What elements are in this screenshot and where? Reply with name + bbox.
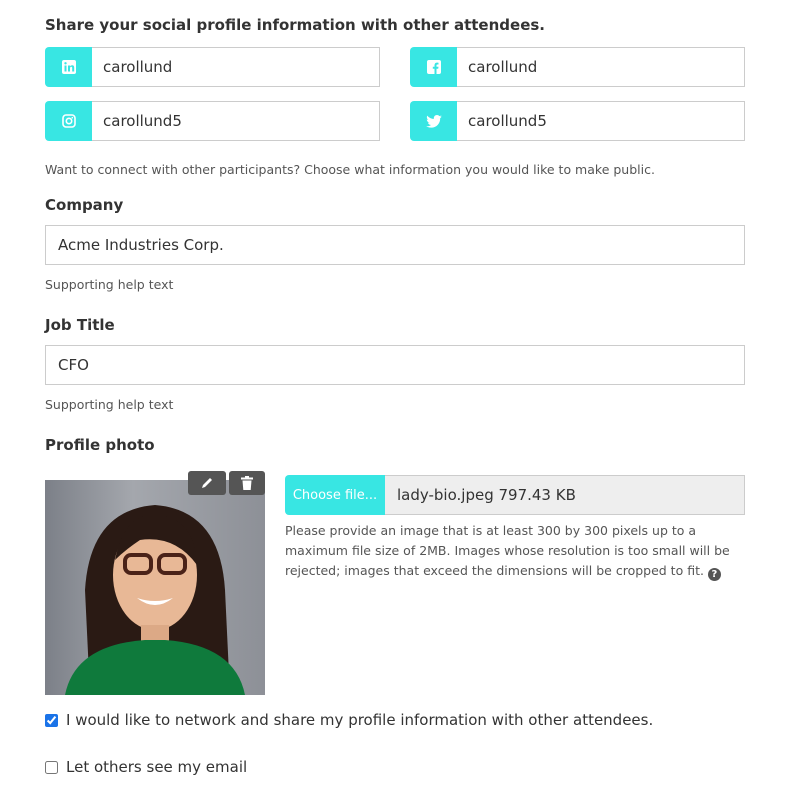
facebook-input[interactable]: carollund [457, 47, 745, 87]
twitter-icon [410, 101, 457, 141]
show-email-checkbox-label: Let others see my email [66, 758, 248, 776]
facebook-field [410, 47, 745, 87]
company-help-text: Supporting help text [45, 277, 174, 292]
trash-icon [241, 476, 253, 490]
twitter-field [410, 101, 745, 141]
network-checkbox-label: I would like to network and share my profile information with other attendees. [66, 711, 654, 729]
network-checkbox[interactable] [45, 714, 58, 727]
linkedin-field [45, 47, 380, 87]
edit-photo-button[interactable] [188, 471, 226, 495]
social-help-text: Want to connect with other participants? Choose what information you would like to make public. [45, 162, 655, 177]
facebook-icon [410, 47, 457, 87]
photo-description [285, 521, 750, 581]
job-title-help-text: Supporting help text [45, 397, 174, 412]
show-email-checkbox-row[interactable] [45, 758, 247, 776]
job-title-input[interactable]: CFO [45, 345, 745, 385]
twitter-input[interactable]: carollund5 [457, 101, 745, 141]
company-label: Company [45, 196, 124, 214]
job-title-label: Job Title [45, 316, 115, 334]
delete-photo-button[interactable] [229, 471, 265, 495]
social-heading: Share your social profile information with other attendees. [45, 16, 545, 34]
help-icon[interactable]: ? [708, 568, 721, 581]
network-checkbox-row[interactable] [45, 711, 653, 729]
profile-photo-image [45, 480, 265, 695]
linkedin-input[interactable]: carollund [92, 47, 380, 87]
choose-file-button[interactable]: Choose file... [285, 475, 385, 515]
instagram-input[interactable]: carollund5 [92, 101, 380, 141]
pencil-icon [200, 476, 214, 490]
linkedin-icon [45, 47, 92, 87]
file-input[interactable] [285, 475, 745, 515]
profile-photo-label: Profile photo [45, 436, 155, 454]
selected-file-name: lady-bio.jpeg 797.43 KB [385, 475, 745, 515]
show-email-checkbox[interactable] [45, 761, 58, 774]
instagram-field [45, 101, 380, 141]
instagram-icon [45, 101, 92, 141]
photo-description-text: Please provide an image that is at least 300 by 300 pixels up to a maximum file size of 2MB. Images whose resolution is too small will be rejected; images that exceed the dimensions will be cropped to fit. [285, 523, 730, 578]
company-input[interactable]: Acme Industries Corp. [45, 225, 745, 265]
